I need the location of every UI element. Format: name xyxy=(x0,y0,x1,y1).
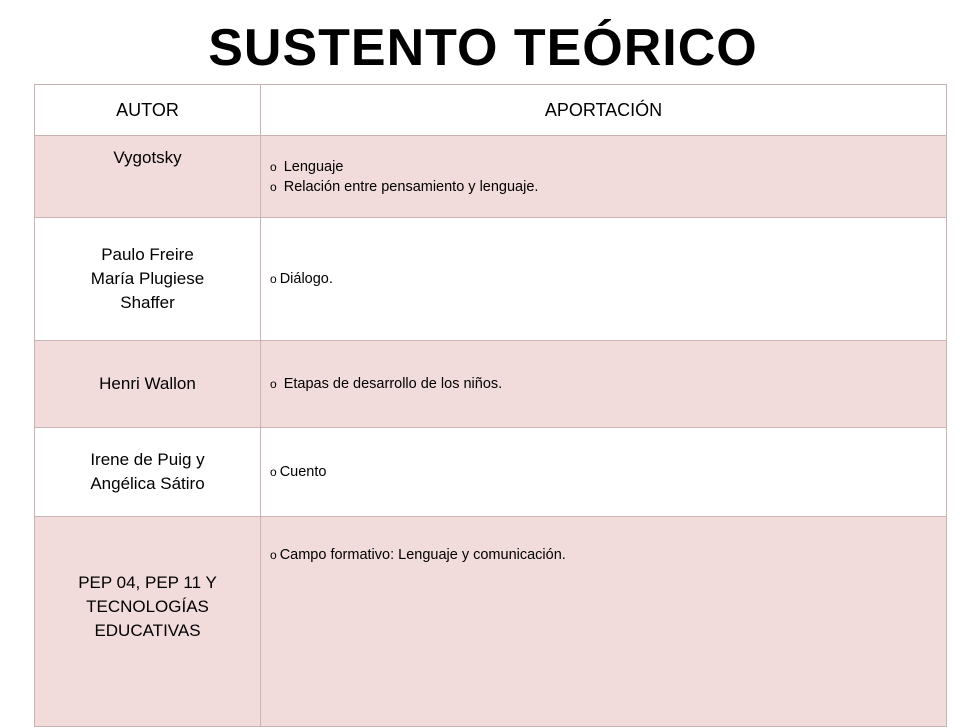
autor-name: EDUCATIVAS xyxy=(94,621,201,640)
theory-table xyxy=(34,84,947,727)
aportacion-cell xyxy=(261,136,947,218)
autor-name: Irene de Puig y xyxy=(90,450,205,469)
aportacion-item: o Diálogo. xyxy=(270,271,333,287)
autor-cell xyxy=(35,428,261,517)
autor-name: PEP 04, PEP 11 Y xyxy=(78,573,217,592)
autor-name: TECNOLOGÍAS xyxy=(86,597,209,616)
autor-name: María Plugiese xyxy=(90,269,205,288)
autor-name: Shaffer xyxy=(120,293,175,312)
aportacion-item: o Etapas de desarrollo de los niños. xyxy=(270,376,503,392)
autor-name: Vygotsky xyxy=(113,148,182,167)
bullet-icon: o xyxy=(270,548,277,562)
autor-cell xyxy=(35,218,261,341)
autor-name: Paulo Freire xyxy=(101,245,194,264)
table-row xyxy=(35,428,947,517)
bullet-icon: o xyxy=(270,272,277,286)
table-row xyxy=(35,218,947,341)
bullet-icon: o xyxy=(270,465,277,479)
aportacion-cell xyxy=(261,218,947,341)
autor-name: Henri Wallon xyxy=(99,374,196,393)
header-aportacion: APORTACIÓN xyxy=(261,85,947,136)
aportacion-cell xyxy=(261,428,947,517)
table-row xyxy=(35,136,947,218)
table-row xyxy=(35,517,947,727)
aportacion-item: o Relación entre pensamiento y lenguaje. xyxy=(270,178,539,195)
aportacion-cell xyxy=(261,341,947,428)
bullet-icon: o xyxy=(270,377,277,391)
bullet-icon: o xyxy=(270,179,277,194)
aportacion-item: o Cuento xyxy=(270,464,327,480)
page-title: SUSTENTO TEÓRICO xyxy=(208,19,758,77)
table-row xyxy=(35,341,947,428)
aportacion-item: o Lenguaje xyxy=(270,158,344,175)
table-header-row xyxy=(35,85,947,136)
autor-name: Angélica Sátiro xyxy=(90,474,205,493)
autor-cell xyxy=(35,341,261,428)
autor-cell xyxy=(35,517,261,727)
bullet-icon: o xyxy=(270,159,277,174)
aportacion-cell xyxy=(261,517,947,727)
header-autor: AUTOR xyxy=(35,85,261,136)
autor-cell xyxy=(35,136,261,218)
aportacion-item: o Campo formativo: Lenguaje y comunicación. xyxy=(270,547,566,563)
